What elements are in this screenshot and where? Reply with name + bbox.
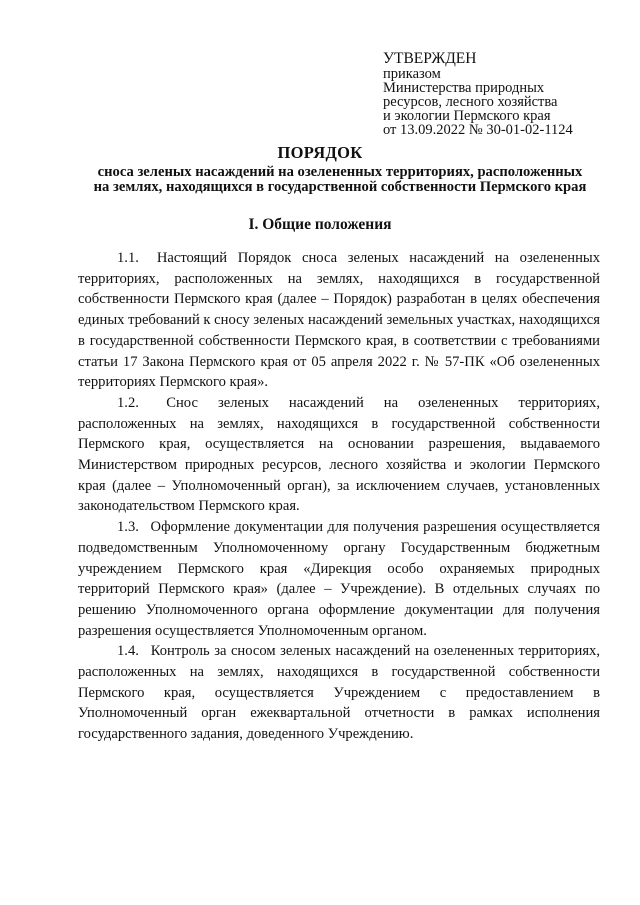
paragraph-number: 1.2. bbox=[117, 394, 147, 411]
approval-heading: УТВЕРЖДЕН bbox=[383, 50, 477, 67]
paragraph-number: 1.4. bbox=[117, 643, 147, 660]
paragraph bbox=[78, 248, 600, 393]
approval-stamp bbox=[383, 50, 623, 137]
approval-line: приказом bbox=[383, 66, 441, 82]
approval-line: от 13.09.2022 № 30-01-02-1124 bbox=[383, 122, 573, 138]
subtitle-line: на землях, находящихся в государственной собственности Пермского края bbox=[93, 179, 587, 195]
document-subtitle bbox=[60, 165, 620, 195]
subtitle-line: сноса зеленых насаждений на озелененных территориях, расположенных bbox=[97, 164, 583, 180]
paragraph-number: 1.1. bbox=[117, 250, 147, 266]
paragraph-text: Снос зеленых насаждений на озелененных территориях, расположенных на землях, находящихся в государственной собственности Пермского края, осуществляется на основании разрешения, выдаваемого Министерством природных ресурсов, лесного хозяйства и экологии Пермского края (далее – Уполномоченный орган), за исключением случаев, установленных законодательством Пермского края. bbox=[78, 394, 600, 515]
paragraph-text: Контроль за сносом зеленых насаждений на озелененных территориях, расположенных на землях, находящихся в государственной собственности Пермского края, осуществляется Учреждением с предоставлением в Уполномоченный орган ежеквартальной отчетности в рамках исполнения государственного задания, доведенного Учреждению. bbox=[78, 643, 600, 743]
paragraph bbox=[78, 393, 600, 517]
paragraph bbox=[78, 641, 600, 745]
section-heading: I. Общие положения bbox=[248, 216, 392, 233]
approval-line: Министерства природных bbox=[383, 80, 545, 96]
paragraph-text: Настоящий Порядок сноса зеленых насаждений на озелененных территориях, расположенных на землях, находящихся в государственной собственности Пермского края (далее – Порядок) разработан в целях обеспечения единых требований к сносу зеленых насаждений земельных участках, находящихся в государственной собственности Пермского края, в соответствии с требованиями статьи 17 Закона Пермского края от 05 апреля 2022 г. № 57-ПК «Об озелененных территориях Пермского края». bbox=[78, 250, 600, 391]
document-body bbox=[78, 248, 600, 745]
document-title: ПОРЯДОК bbox=[277, 143, 363, 162]
paragraph-number: 1.3. bbox=[117, 519, 147, 536]
paragraph bbox=[78, 517, 600, 641]
paragraph-text: Оформление документации для получения разрешения осуществляется подведомственным Уполномоченному органу Государственным бюджетным учреждением Пермского края «Дирекция особо охраняемых природных территорий Пермского края» (далее – Учреждение). В отдельных случаях по решению Уполномоченного органа оформление документации для получения разрешения осуществляется Уполномоченным органом. bbox=[78, 519, 600, 639]
approval-line: и экологии Пермского края bbox=[383, 108, 551, 124]
approval-line: ресурсов, лесного хозяйства bbox=[383, 94, 558, 110]
